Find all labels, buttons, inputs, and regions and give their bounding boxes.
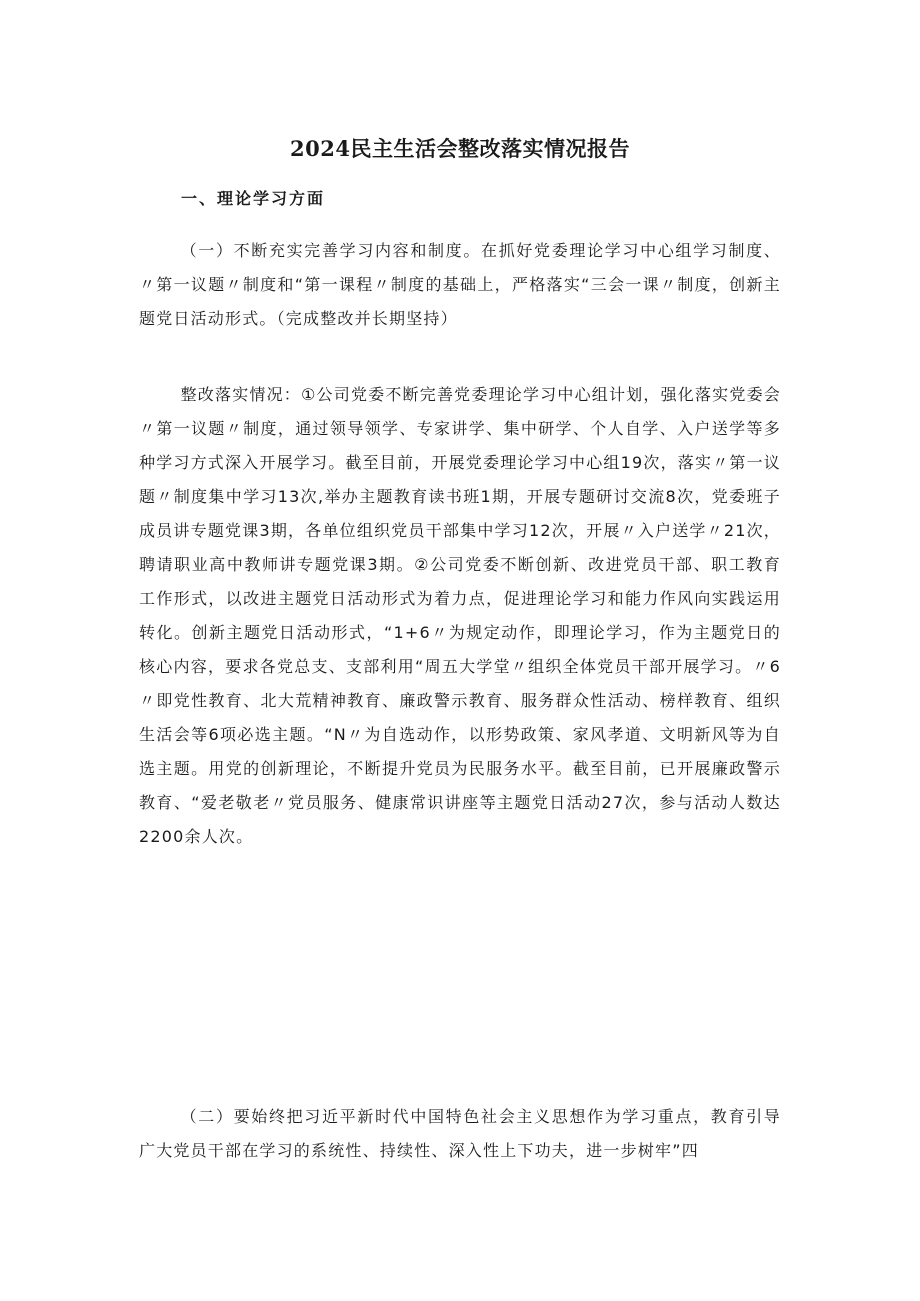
report-title: 2024民主生活会整改落实情况报告 (290, 136, 630, 161)
paragraph-3: （二）要始终把习近平新时代中国特色社会主义思想作为学习重点，教育引导广大党员干部在学习的系统性、持续性、深入性上下功夫，进一步树牢”四 (139, 1107, 781, 1160)
paragraph-1: （一）不断充实完善学习内容和制度。在抓好党委理论学习中心组学习制度、〃第一议题〃制度和“第一课程〃制度的基础上，严格落实“三会一课〃制度，创新主题党日活动形式。（完成整改并长期坚持） (139, 241, 781, 328)
paragraph-2: 整改落实情况：①公司党委不断完善党委理论学习中心组计划，强化落实党委会〃第一议题〃制度，通过领导领学、专家讲学、集中研学、个人自学、入户送学等多种学习方式深入开展学习。截至目前，开展党委理论学习中心组19次，落实〃第一议题〃制度集中学习13次,举办主题教育读书班1期，开展专题研讨交流8次，党委班子成员讲专题党课3期，各单位组织党员干部集中学习12次，开展〃入户送学〃21次，聘请职业高中教师讲专题党课3期。②公司党委不断创新、改进党员干部、职工教育工作形式，以改进主题党日活动形式为着力点，促进理论学习和能力作风向实践运用转化。创新主题党日活动形式，“1+6〃为规定动作，即理论学习，作为主题党日的核心内容，要求各党总支、支部利用“周五大学堂〃组织全体党员干部开展学习。〃6〃即党性教育、北大荒精神教育、廉政警示教育、服务群众性活动、榜样教育、组织生活会等6项必选主题。“N〃为自选动作，以形势政策、家风孝道、文明新风等为自选主题。用党的创新理论，不断提升党员为民服务水平。截至目前，已开展廉政警示教育、“爱老敬老〃党员服务、健康常识讲座等主题党日活动27次，参与活动人数达2200余人次。 (139, 385, 781, 846)
section-heading: 一、理论学习方面 (181, 189, 326, 208)
